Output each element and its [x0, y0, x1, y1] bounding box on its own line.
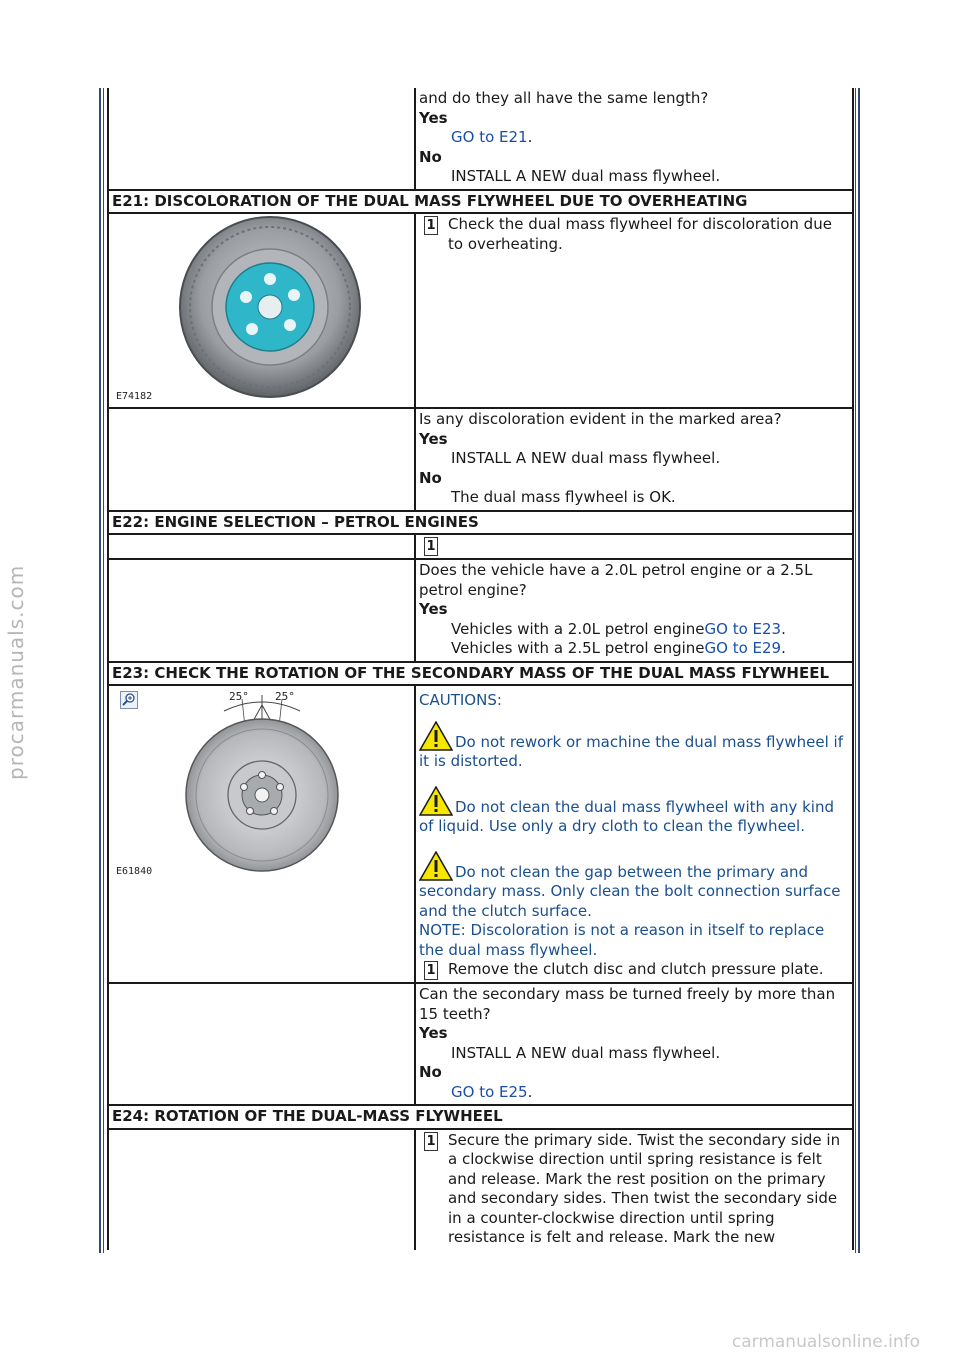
e22-step-left-cell	[108, 534, 415, 559]
e22-question-left-cell	[108, 559, 415, 662]
e23-question-row	[108, 983, 853, 1105]
e22-option-2-5-link[interactable]: GO to E29	[704, 639, 782, 657]
e20-no-label: No	[419, 147, 442, 166]
e20-left-cell	[108, 88, 415, 190]
e22-option-2-5: Vehicles with a 2.5L petrol engineGO to E29.	[451, 639, 786, 657]
e24-step-row	[108, 1129, 853, 1250]
warning-icon	[419, 851, 453, 881]
e23-figure-cell	[108, 685, 415, 983]
e20-yes-line: GO to E21.	[451, 128, 533, 146]
page-rule-right-thin	[855, 88, 856, 1253]
e23-yes-label: Yes	[419, 1024, 448, 1042]
step-number-badge: 1	[424, 216, 438, 235]
warning-icon	[419, 786, 453, 816]
e20-no-action: INSTALL A NEW dual mass flywheel.	[451, 167, 721, 185]
e23-angle-left: 25°	[229, 690, 249, 703]
e20-yes-link[interactable]: GO to E21	[451, 128, 528, 146]
e23-no-link[interactable]: GO to E25	[451, 1082, 528, 1101]
e24-step	[419, 1131, 850, 1248]
e24-step-cell	[415, 1129, 853, 1250]
bottom-watermark: carmanualsonline.info	[731, 1332, 920, 1352]
flywheel-discoloration-image	[112, 215, 408, 405]
step-number-badge: 1	[424, 1132, 438, 1151]
side-watermark: procarmanuals.com	[4, 564, 28, 780]
e23-caution-2-text: Do not clean the dual mass flywheel with any kind of liquid. Use only a dry cloth to clean the flywheel.	[419, 797, 834, 835]
e21-step-row	[108, 213, 853, 408]
e23-question-left-cell	[108, 983, 415, 1105]
e23-figure-id: E61840	[116, 866, 153, 877]
e22-option-2-0-link[interactable]: GO to E23	[704, 619, 782, 638]
e23-caution-3	[419, 851, 850, 922]
e22-question: Does the vehicle have a 2.0L petrol engine or a 2.5L petrol engine?	[419, 561, 813, 599]
e23-cautions-label: CAUTIONS:	[419, 691, 502, 709]
e23-caution-1-text: Do not rework or machine the dual mass flywheel if it is distorted.	[419, 732, 843, 770]
e21-figure-id: E74182	[116, 391, 153, 402]
zoom-in-icon[interactable]	[120, 691, 138, 709]
e21-question-row	[108, 408, 853, 511]
e22-heading-row	[108, 511, 853, 535]
e20-question: and do they all have the same length?	[419, 89, 709, 107]
e23-no-label: No	[419, 1063, 442, 1081]
e21-question: Is any discoloration evident in the marked area?	[419, 410, 782, 428]
e23-step-text: Remove the clutch disc and clutch pressure plate.	[448, 960, 824, 978]
e23-step	[419, 960, 850, 980]
e22-question-row	[108, 559, 853, 662]
e20-tail-row	[108, 88, 853, 190]
e23-no-line: GO to E25.	[451, 1082, 533, 1101]
step-number-badge: 1	[424, 961, 438, 980]
e21-no-action: The dual mass flywheel is OK.	[451, 488, 676, 506]
page-rule-left-thin	[103, 88, 104, 1253]
e23-heading: E23: CHECK THE ROTATION OF THE SECONDARY MASS OF THE DUAL MASS FLYWHEEL	[108, 662, 853, 686]
e21-step	[419, 215, 850, 254]
e22-question-cell	[415, 559, 853, 662]
e23-note: NOTE: Discoloration is not a reason in itself to replace the dual mass flywheel.	[419, 921, 825, 959]
e21-yes-label: Yes	[419, 429, 448, 448]
flywheel-rotation-diagram	[112, 687, 408, 887]
e23-step-row	[108, 685, 853, 983]
page-rule-right	[858, 88, 860, 1253]
e20-yes-label: Yes	[419, 108, 448, 127]
e23-figure	[112, 687, 408, 887]
e23-yes-action: INSTALL A NEW dual mass flywheel.	[451, 1043, 721, 1062]
step-number-badge: 1	[424, 537, 438, 556]
e21-figure-cell	[108, 213, 415, 408]
e23-heading-row	[108, 662, 853, 686]
warning-icon	[419, 721, 453, 751]
e22-yes-label: Yes	[419, 600, 448, 618]
e21-question-left-cell	[108, 408, 415, 511]
e22-option-2-0: Vehicles with a 2.0L petrol engineGO to E23.	[451, 619, 786, 638]
page-rule-left	[99, 88, 101, 1253]
e21-no-label: No	[419, 468, 442, 487]
e22-heading: E22: ENGINE SELECTION – PETROL ENGINES	[108, 511, 853, 535]
e22-step-row	[108, 534, 853, 559]
e22-option-2-0-text: Vehicles with a 2.0L petrol engine	[451, 619, 705, 638]
e24-step-text: Secure the primary side. Twist the secondary side in a clockwise direction until spring resistance is felt and release. Mark the rest position on the primary and secondary sides. Then twist the secondary side in a counter-clockwise direction until spring resistance is felt and release. Mark the new	[448, 1130, 841, 1246]
e22-option-2-5-text: Vehicles with a 2.5L petrol engine	[451, 639, 705, 657]
diagnostic-procedure-table	[107, 88, 854, 1250]
e20-right-cell	[415, 88, 853, 190]
e22-step	[419, 536, 850, 556]
e21-step-text: Check the dual mass flywheel for discoloration due to overheating.	[448, 215, 832, 253]
e23-caution-3-text: Do not clean the gap between the primary and secondary mass. Only clean the bolt connection surface and the clutch surface.	[419, 862, 841, 920]
e23-cautions-cell	[415, 685, 853, 983]
e21-figure	[112, 215, 408, 405]
e21-heading: E21: DISCOLORATION OF THE DUAL MASS FLYWHEEL DUE TO OVERHEATING	[108, 190, 853, 214]
e22-step-cell	[415, 534, 853, 559]
e23-question-cell	[415, 983, 853, 1105]
e24-heading: E24: ROTATION OF THE DUAL-MASS FLYWHEEL	[108, 1105, 853, 1129]
e21-question-cell	[415, 408, 853, 511]
e21-step-cell	[415, 213, 853, 408]
e21-heading-row	[108, 190, 853, 214]
e23-caution-1	[419, 721, 850, 772]
e23-question: Can the secondary mass be turned freely by more than 15 teeth?	[419, 985, 836, 1023]
e24-step-left-cell	[108, 1129, 415, 1250]
e21-yes-action: INSTALL A NEW dual mass flywheel.	[451, 449, 721, 467]
e23-angle-right: 25°	[275, 690, 295, 703]
e24-heading-row	[108, 1105, 853, 1129]
e23-caution-2	[419, 786, 850, 837]
